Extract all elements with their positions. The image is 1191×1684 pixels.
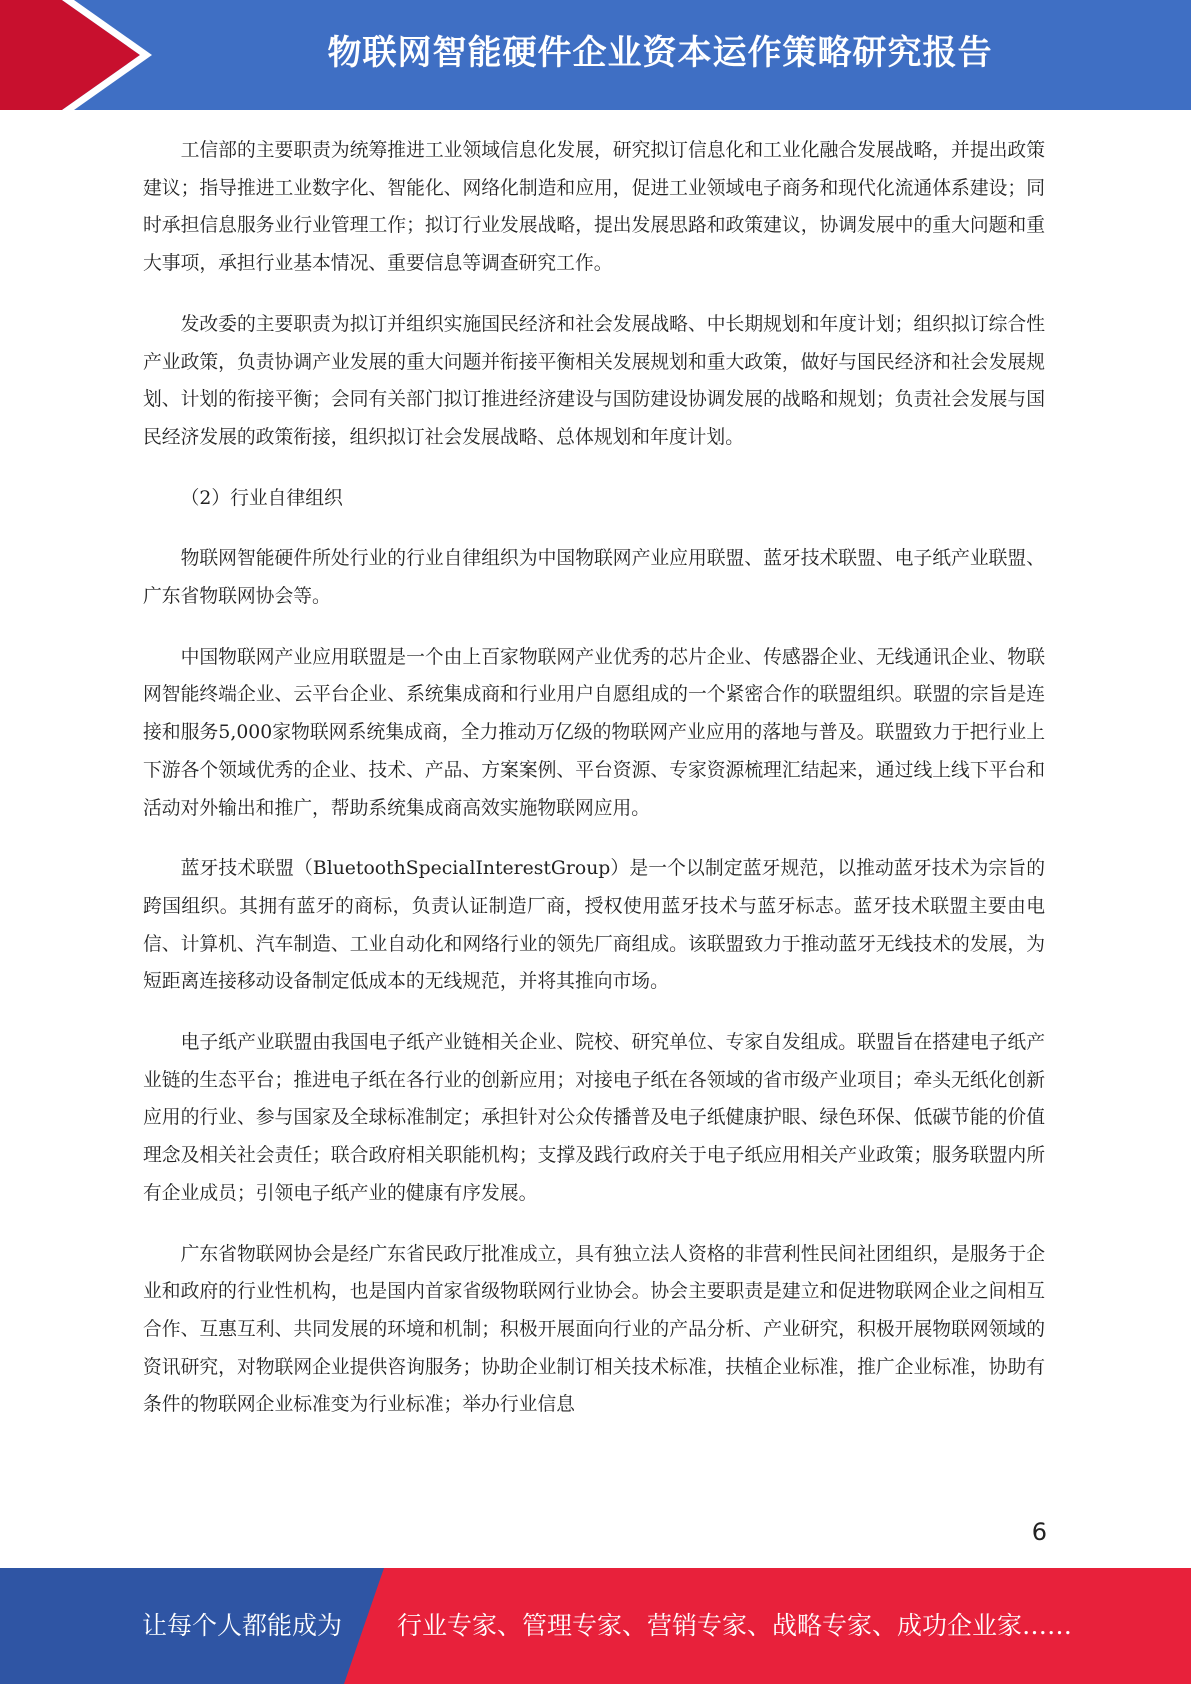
paragraph-miit: 工信部的主要职责为统筹推进工业领域信息化发展，研究拟订信息化和工业化融合发展战略，并提出政策建议；指导推进工业数字化、智能化、网络化制造和应用，促进工业领域电子商务和现代化流通体系建设；同时承担信息服务业行业管理工作；拟订行业发展战略，提出发展思路和政策建议，协调发展中的重大问题和重大事项，承担行业基本情况、重要信息等调查研究工作。 (143, 140, 1045, 275)
page-footer (0, 1568, 1191, 1684)
paragraph-ndrc: 发改委的主要职责为拟订并组织实施国民经济和社会发展战略、中长期规划和年度计划；组织拟订综合性产业政策，负责协调产业发展的重大问题并衔接平衡相关发展规划和重大政策，做好与国民经济和社会发展规划、计划的衔接平衡；会同有关部门拟订推进经济建设与国防建设协调发展的战略和规划；负责社会发展与国民经济发展的政策衔接，组织拟订社会发展战略、总体规划和年度计划。 (143, 313, 1045, 448)
paragraph-guangdong-iot-association: 广东省物联网协会是经广东省民政厅批准成立，具有独立法人资格的非营利性民间社团组织，是服务于企业和政府的行业性机构，也是国内首家省级物联网行业协会。协会主要职责是建立和促进物联网企业之间相互合作、互惠互利、共同发展的环境和机制；积极开展面向行业的产品分析、产业研究，积极开展物联网领域的资讯研究，对物联网企业提供咨询服务；协助企业制订相关技术标准，扶植企业标准，推广企业标准，协助有条件的物联网企业标准变为行业标准；举办行业信息 (143, 1243, 1045, 1416)
report-title: 物联网智能硬件企业资本运作策略研究报告 (327, 33, 993, 73)
paragraph-iot-alliance: 中国物联网产业应用联盟是一个由上百家物联网产业优秀的芯片企业、传感器企业、无线通讯企业、物联网智能终端企业、云平台企业、系统集成商和行业用户自愿组成的一个紧密合作的联盟组织。联盟的宗旨是连接和服务5,000家物联网系统集成商，全力推动万亿级的物联网产业应用的落地与普及。联盟致力于把行业上下游各个领域优秀的企业、技术、产品、方案案例、平台资源、专家资源梳理汇结起来，通过线上线下平台和活动对外输出和推广，帮助系统集成商高效实施物联网应用。 (143, 646, 1045, 819)
paragraph-self-regulatory-overview: 物联网智能硬件所处行业的行业自律组织为中国物联网产业应用联盟、蓝牙技术联盟、电子纸产业联盟、广东省物联网协会等。 (143, 548, 1045, 608)
paragraph-epaper-alliance: 电子纸产业联盟由我国电子纸产业链相关企业、院校、研究单位、专家自发组成。联盟旨在搭建电子纸产业链的生态平台；推进电子纸在各行业的创新应用；对接电子纸在各领域的省市级产业项目；牵头无纸化创新应用的行业、参与国家及全球标准制定；承担针对公众传播普及电子纸健康护眼、绿色环保、低碳节能的价值理念及相关社会责任；联合政府相关职能机构；支撑及践行政府关于电子纸应用相关产业政策；服务联盟内所有企业成员；引领电子纸产业的健康有序发展。 (143, 1032, 1045, 1204)
footer-slogan-left: 让每个人都能成为 (142, 1611, 343, 1640)
document-body (143, 132, 1045, 1447)
paragraph-bluetooth-sig: 蓝牙技术联盟（BluetoothSpecialInterestGroup）是一个以制定蓝牙规范，以推动蓝牙技术为宗旨的跨国组织。其拥有蓝牙的商标，负责认证制造厂商，授权使用蓝牙技术与蓝牙标志。蓝牙技术联盟主要由电信、计算机、汽车制造、工业自动化和网络行业的领先厂商组成。该联盟致力于推动蓝牙无线技术的发展，为短距离连接移动设备制定低成本的无线规范，并将其推向市场。 (143, 858, 1045, 993)
page-number: 6 (1031, 1518, 1047, 1546)
section-subheading: （2）行业自律组织 (180, 487, 343, 509)
page-header (0, 0, 1191, 110)
footer-slogan-right: 行业专家、管理专家、营销专家、战略专家、成功企业家…… (397, 1611, 1073, 1640)
